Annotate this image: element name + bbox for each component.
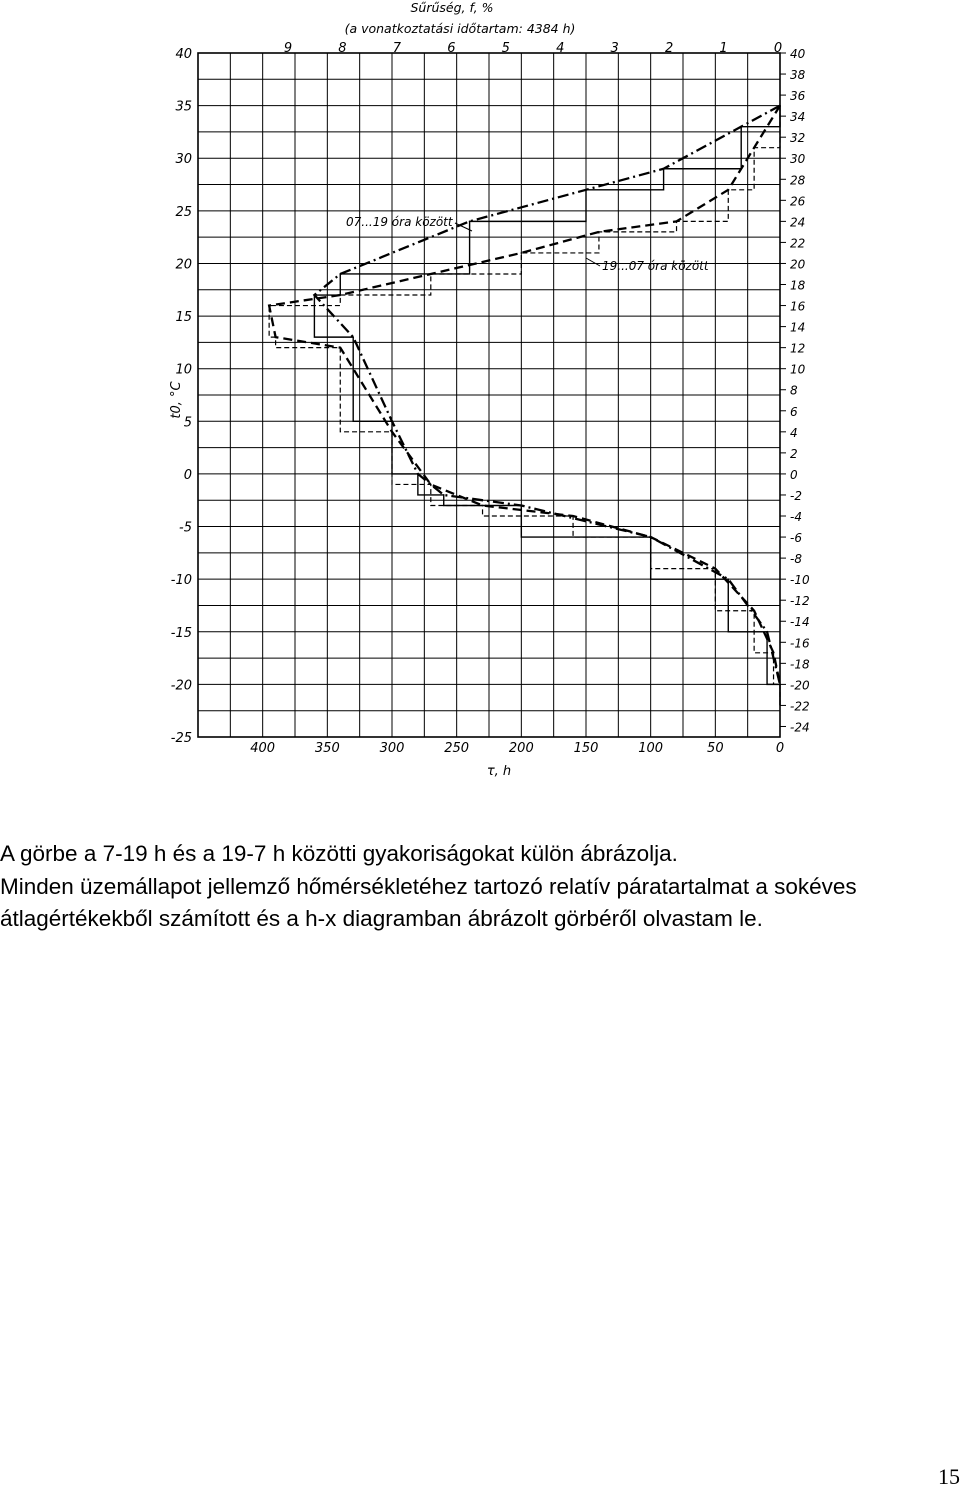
y-tick-label: -5 bbox=[179, 520, 192, 536]
caption-paragraph-2: Minden üzemállapot jellemző hőmérsékletéhez tartozó relatív páratartalmat a sokéves átlagértékekből számított és a h-x diagramban ábrázolt görbéről olvastam le. bbox=[0, 873, 857, 931]
right-tick-label: -4 bbox=[790, 510, 802, 525]
y-axis-label: t0, °C bbox=[169, 381, 184, 419]
right-tick-label: 20 bbox=[790, 257, 806, 272]
top-tick-label: 2 bbox=[664, 41, 674, 56]
data-point bbox=[753, 147, 755, 149]
right-tick-label: -24 bbox=[790, 720, 810, 735]
right-tick-label: -22 bbox=[790, 699, 810, 714]
right-tick-label: 30 bbox=[790, 152, 806, 167]
y-tick-label: 10 bbox=[175, 362, 192, 378]
right-tick-label: 10 bbox=[790, 362, 806, 377]
label-day-curve: 07...19 óra között bbox=[346, 215, 453, 229]
temperature-frequency-chart bbox=[150, 0, 820, 785]
data-point bbox=[676, 221, 678, 223]
top-tick-label: 9 bbox=[283, 41, 293, 56]
top-tick-label: 7 bbox=[392, 41, 402, 56]
top-tick-label: 5 bbox=[501, 41, 510, 56]
top-tick-label: 8 bbox=[338, 41, 347, 56]
right-tick-label: 24 bbox=[790, 215, 806, 230]
data-point bbox=[417, 473, 419, 475]
data-point bbox=[585, 189, 587, 191]
data-point bbox=[727, 189, 729, 191]
top-tick-label: 3 bbox=[610, 41, 619, 56]
right-tick-label: 2 bbox=[790, 446, 798, 461]
y-tick-label: 35 bbox=[175, 99, 192, 115]
x-tick-label: 100 bbox=[638, 741, 664, 756]
right-tick-label: 34 bbox=[790, 110, 806, 125]
data-point bbox=[715, 568, 717, 570]
data-point bbox=[339, 273, 341, 275]
right-tick-label: 0 bbox=[790, 467, 798, 482]
data-point bbox=[275, 336, 277, 338]
y-tick-label: 20 bbox=[175, 257, 192, 273]
right-tick-label: 16 bbox=[790, 299, 806, 314]
right-tick-label: 18 bbox=[790, 278, 806, 293]
right-tick-label: 8 bbox=[790, 383, 798, 398]
data-point bbox=[663, 168, 665, 170]
right-tick-label: -14 bbox=[790, 615, 810, 630]
data-point bbox=[430, 484, 432, 486]
right-tick-label: 32 bbox=[790, 131, 806, 146]
y-tick-label: 25 bbox=[175, 204, 192, 220]
right-tick-label: 36 bbox=[790, 89, 806, 104]
data-point bbox=[779, 105, 781, 107]
data-point bbox=[773, 652, 775, 654]
data-point bbox=[443, 494, 445, 496]
top-tick-label: 4 bbox=[556, 41, 565, 56]
x-tick-label: 0 bbox=[775, 741, 785, 756]
right-tick-label: 28 bbox=[790, 173, 806, 188]
data-point bbox=[482, 505, 484, 507]
data-point bbox=[268, 305, 270, 307]
data-point bbox=[469, 221, 471, 223]
label-night-curve: 19...07 óra között bbox=[602, 259, 709, 273]
right-tick-label: -10 bbox=[790, 573, 810, 588]
right-tick-label: 14 bbox=[790, 320, 806, 335]
top-tick-label: 6 bbox=[447, 41, 456, 56]
right-tick-label: -18 bbox=[790, 657, 810, 672]
y-tick-label: -25 bbox=[170, 731, 192, 746]
data-point bbox=[779, 684, 781, 686]
data-point bbox=[430, 273, 432, 275]
data-point bbox=[314, 294, 316, 296]
right-tick-label: 22 bbox=[790, 236, 806, 251]
y-tick-label: -10 bbox=[170, 573, 192, 589]
y-tick-label: -20 bbox=[170, 678, 192, 694]
top-tick-label: 0 bbox=[773, 41, 783, 56]
y-tick-label: 15 bbox=[175, 310, 192, 326]
right-tick-label: -12 bbox=[790, 594, 810, 609]
caption bbox=[0, 838, 960, 936]
data-point bbox=[727, 578, 729, 580]
right-tick-label: 38 bbox=[790, 68, 806, 83]
data-point bbox=[352, 336, 354, 338]
y-tick-label: 40 bbox=[175, 47, 192, 62]
data-point bbox=[521, 252, 523, 254]
histogram-night bbox=[269, 106, 780, 706]
x-tick-label: 150 bbox=[573, 741, 599, 756]
leader-night bbox=[586, 258, 600, 266]
page-number: 15 bbox=[938, 1464, 960, 1489]
data-point bbox=[521, 505, 523, 507]
right-tick-label: -20 bbox=[790, 678, 810, 693]
right-tick-label: 40 bbox=[790, 47, 806, 61]
y-tick-label: 0 bbox=[183, 467, 192, 483]
right-tick-label: 12 bbox=[790, 341, 806, 356]
data-point bbox=[391, 431, 393, 433]
right-tick-label: 26 bbox=[790, 194, 806, 209]
right-tick-label: 4 bbox=[790, 425, 798, 440]
data-point bbox=[339, 347, 341, 349]
right-tick-label: -6 bbox=[790, 531, 802, 546]
data-point bbox=[339, 294, 341, 296]
x-tick-label: 250 bbox=[444, 741, 470, 756]
right-tick-label: -16 bbox=[790, 636, 810, 651]
y-tick-label: -15 bbox=[170, 625, 192, 641]
right-tick-label: 6 bbox=[790, 404, 798, 419]
top-tick-label: 1 bbox=[719, 41, 728, 56]
data-point bbox=[391, 421, 393, 423]
chart-grid bbox=[198, 53, 780, 737]
data-point bbox=[753, 610, 755, 612]
x-tick-label: 300 bbox=[379, 741, 405, 756]
x-tick-label: 350 bbox=[314, 741, 340, 756]
caption-paragraph-1: A görbe a 7-19 h és a 19-7 h közötti gyakoriságokat külön ábrázolja. bbox=[0, 841, 678, 866]
chart-subtitle: (a vonatkoztatási időtartam: 4384 h) bbox=[344, 21, 576, 36]
right-tick-label: -2 bbox=[790, 488, 802, 503]
data-point bbox=[598, 231, 600, 233]
data-point bbox=[766, 631, 768, 633]
y-tick-label: 5 bbox=[183, 415, 192, 431]
right-tick-label: -8 bbox=[790, 552, 802, 567]
x-tick-label: 200 bbox=[508, 741, 534, 756]
x-tick-label: 400 bbox=[250, 741, 276, 756]
y-tick-label: 30 bbox=[175, 152, 192, 168]
data-point bbox=[572, 515, 574, 517]
histogram-steps bbox=[269, 106, 780, 706]
x-tick-label: 50 bbox=[707, 741, 724, 756]
chart-title: Sűrűség, f, % bbox=[410, 0, 494, 15]
data-point bbox=[650, 536, 652, 538]
x-axis-label: τ, h bbox=[486, 764, 512, 779]
data-point bbox=[740, 126, 742, 128]
axis-ticks bbox=[171, 41, 810, 756]
